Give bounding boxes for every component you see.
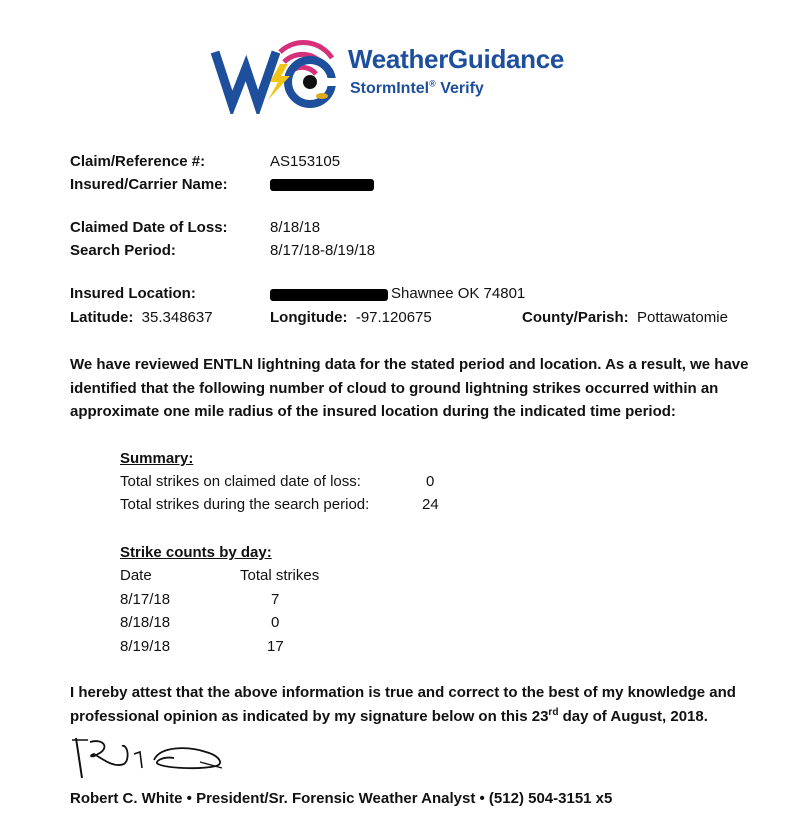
summary-heading: Summary: <box>120 450 194 467</box>
brand-name: WeatherGuidance <box>348 44 565 74</box>
longitude <box>270 309 432 326</box>
latitude-value: 35.348637 <box>141 309 213 326</box>
attest-line-2: professional opinion as indicated by my signature below on this 23rd day of August, 2018. <box>70 707 708 725</box>
county <box>522 309 728 326</box>
county-label: County/Parish: <box>522 309 629 326</box>
body-line-1: We have reviewed ENTLN lightning data for the stated period and location. As a result, we have <box>70 356 749 373</box>
insured-name-label: Insured/Carrier Name: <box>70 176 228 193</box>
redacted-insured-name <box>270 179 374 191</box>
by-day-date: 8/18/18 <box>120 614 171 631</box>
search-period-value: 8/17/18-8/19/18 <box>270 242 376 259</box>
summary-row-label: Total strikes during the search period: <box>120 496 370 513</box>
by-day-total: 7 <box>271 591 280 608</box>
by-day-total: 0 <box>271 614 280 631</box>
latitude-label: Latitude: <box>70 309 134 326</box>
weatherguidance-monogram-icon <box>210 34 350 114</box>
by-day-heading: Strike counts by day: <box>120 544 272 561</box>
date-of-loss-label: Claimed Date of Loss: <box>70 219 228 236</box>
product-name: StormIntel® Verify <box>350 78 484 97</box>
county-value: Pottawatomie <box>637 309 728 326</box>
insured-location-label: Insured Location: <box>70 285 196 302</box>
claim-label: Claim/Reference #: <box>70 153 206 170</box>
redacted-street-address <box>270 289 388 301</box>
summary-row-label: Total strikes on claimed date of loss: <box>120 473 361 490</box>
body-line-3: approximate one mile radius of the insured location during the indicated time period: <box>70 403 676 420</box>
total-strikes-column-header: Total strikes <box>240 567 320 584</box>
handwritten-signature <box>70 734 240 784</box>
latitude <box>70 309 213 326</box>
company-logo <box>210 34 580 114</box>
summary-row-value: 24 <box>422 496 439 513</box>
summary-row-value: 0 <box>426 473 435 490</box>
body-line-2: identified that the following number of cloud to ground lightning strikes occurred within an <box>70 380 719 397</box>
claim-value: AS153105 <box>270 153 341 170</box>
signer-line: Robert C. White • President/Sr. Forensic Weather Analyst • (512) 504-3151 x5 <box>70 790 613 807</box>
by-day-total: 17 <box>267 638 284 655</box>
insured-location-value: Shawnee OK 74801 <box>391 285 526 302</box>
date-column-header: Date <box>120 567 152 584</box>
attest-line-1: I hereby attest that the above information is true and correct to the best of my knowledge and <box>70 684 736 701</box>
longitude-value: -97.120675 <box>355 309 432 326</box>
longitude-label: Longitude: <box>270 309 348 326</box>
by-day-date: 8/19/18 <box>120 638 171 655</box>
by-day-date: 8/17/18 <box>120 591 171 608</box>
date-of-loss-value: 8/18/18 <box>270 219 321 236</box>
search-period-label: Search Period: <box>70 242 176 259</box>
